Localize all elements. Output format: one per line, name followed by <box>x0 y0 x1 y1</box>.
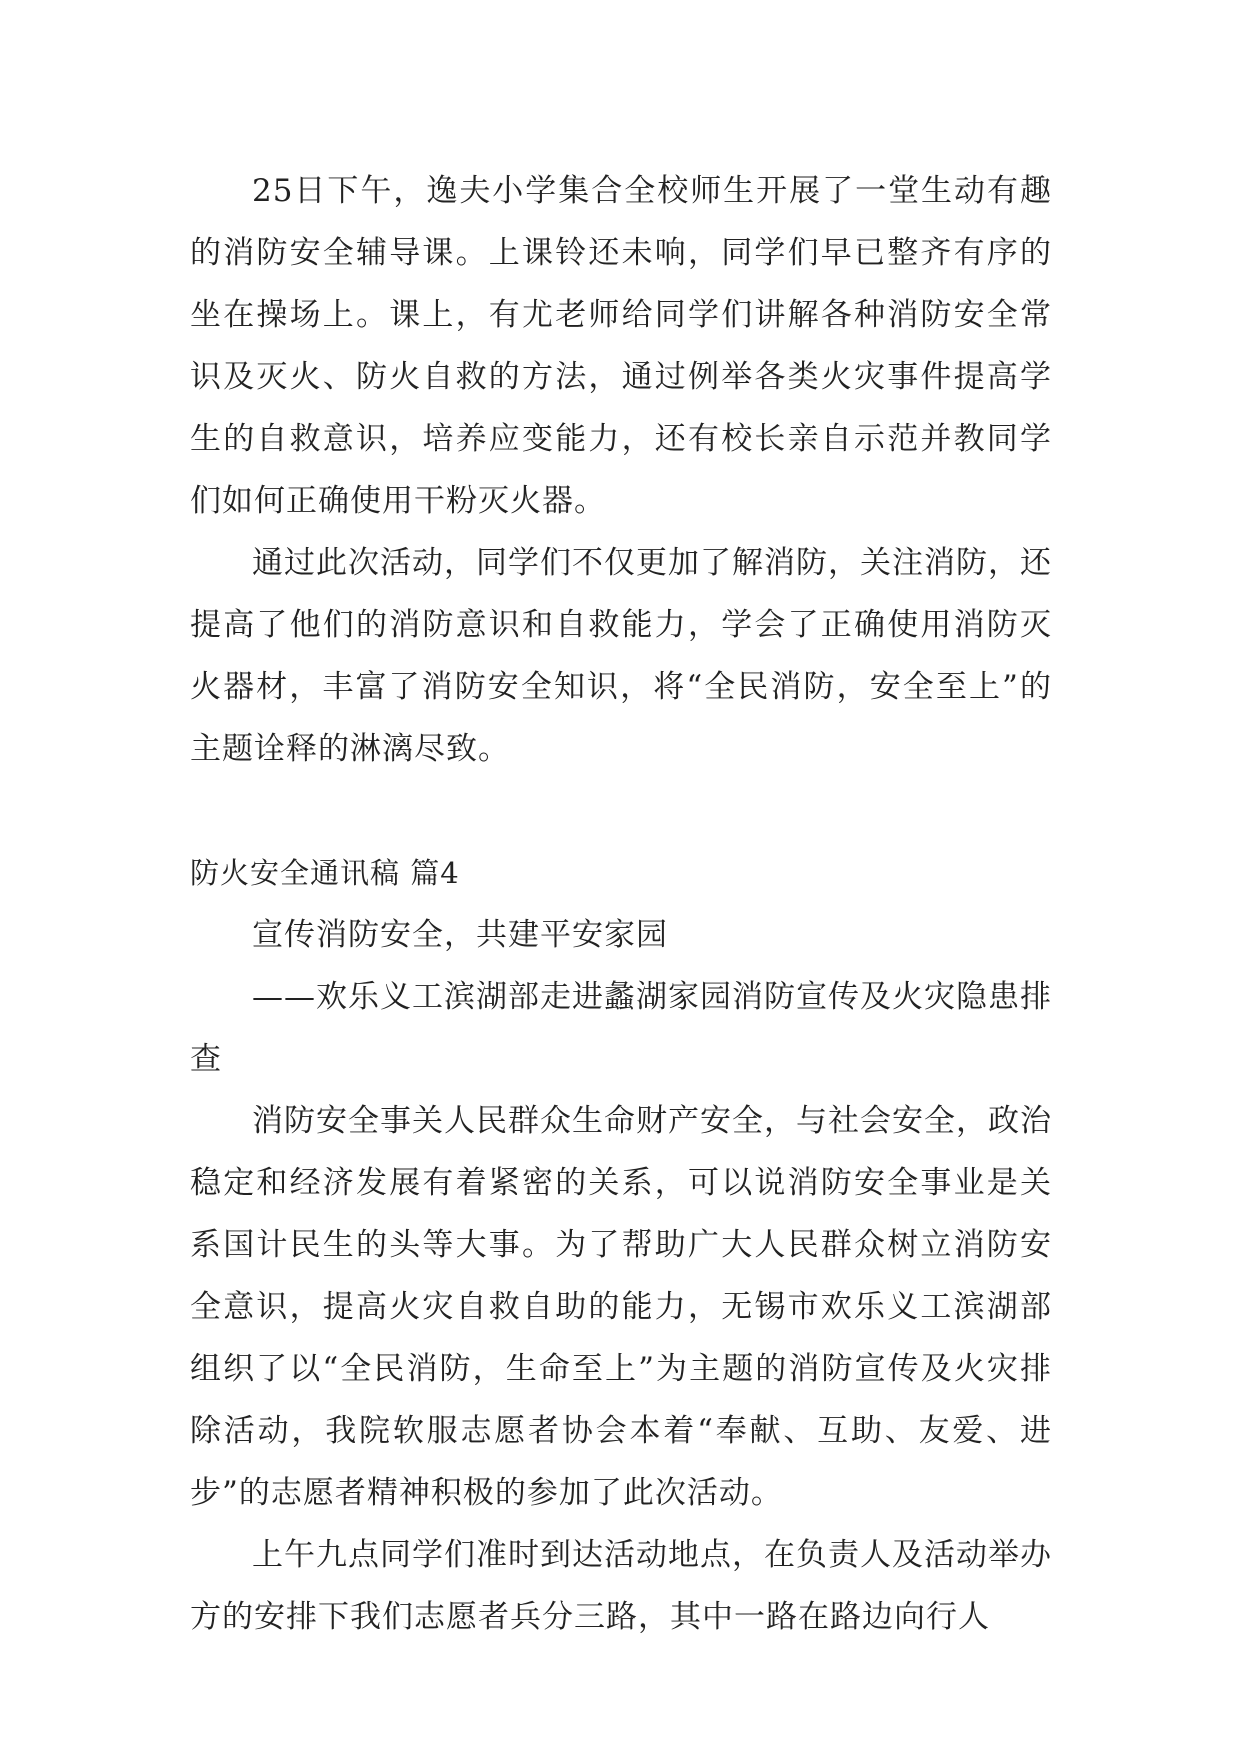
paragraph-4: 上午九点同学们准时到达活动地点，在负责人及活动举办方的安排下我们志愿者兵分三路，其中一路在路边向行人 <box>190 1537 1052 1635</box>
document-page <box>190 160 1052 1648</box>
paragraph-2: 通过此次活动，同学们不仅更加了解消防，关注消防，还提高了他们的消防意识和自救能力，学会了正确使用消防灭火器材，丰富了消防安全知识，将“全民消防，安全至上”的主题诠释的淋漓尽致。 <box>190 545 1052 767</box>
paragraph-1: 25日下午，逸夫小学集合全校师生开展了一堂生动有趣的消防安全辅导课。上课铃还未响，同学们早已整齐有序的坐在操场上。课上，有尤老师给同学们讲解各种消防安全常识及灭火、防火自救的方法，通过例举各类火灾事件提高学生的自救意识，培养应变能力，还有校长亲自示范并教同学们如何正确使用干粉灭火器。 <box>190 173 1052 519</box>
article-subtitle-2: ——欢乐义工滨湖部走进蠡湖家园消防宣传及火灾隐患排查 <box>190 979 1052 1077</box>
article-subtitle: 宣传消防安全，共建平安家园 <box>252 917 668 953</box>
section-gap <box>190 780 1052 842</box>
paragraph-3: 消防安全事关人民群众生命财产安全，与社会安全，政治稳定和经济发展有着紧密的关系，可以说消防安全事业是关系国计民生的头等大事。为了帮助广大人民群众树立消防安全意识，提高火灾自救自助的能力，无锡市欢乐义工滨湖部组织了以“全民消防，生命至上”为主题的消防宣传及火灾排除活动，我院软服志愿者协会本着“奉献、互助、友爱、进步”的志愿者精神积极的参加了此次活动。 <box>190 1103 1052 1511</box>
section-heading: 防火安全通讯稿 篇4 <box>190 856 460 890</box>
